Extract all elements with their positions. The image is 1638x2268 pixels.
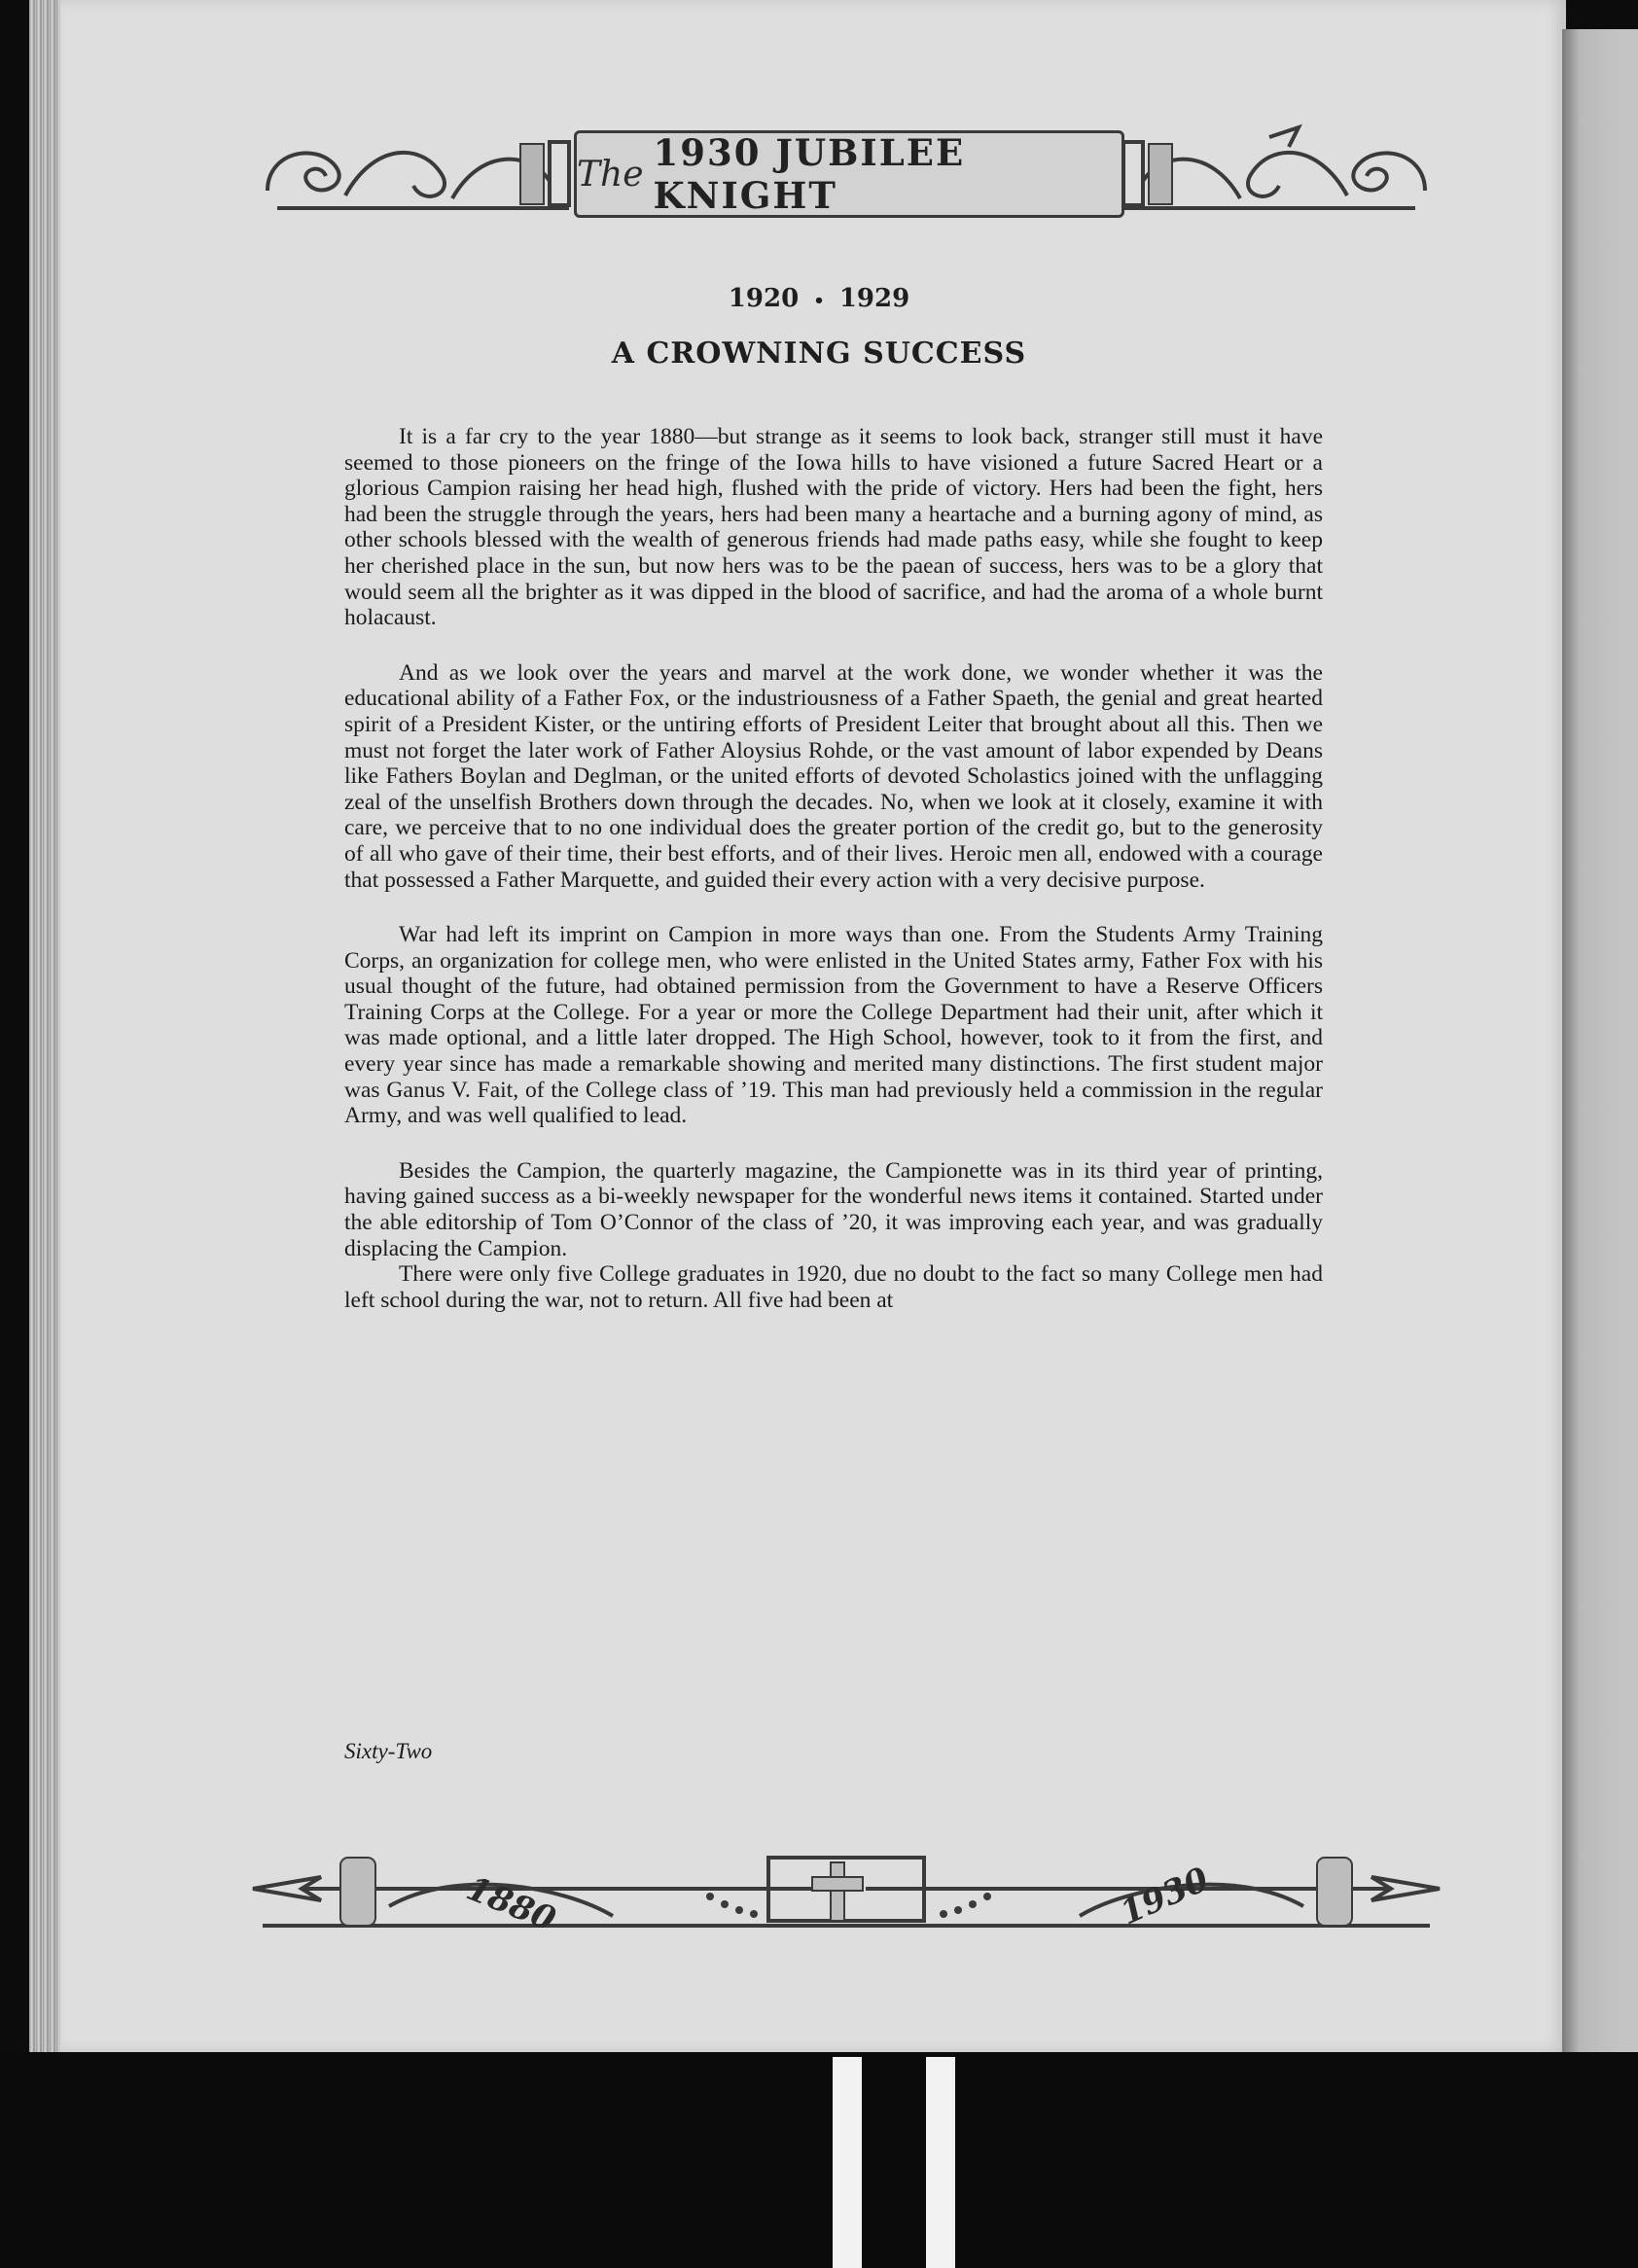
footer-year-right: 1930 bbox=[1114, 1860, 1215, 1933]
year-start: 1920 bbox=[728, 284, 800, 313]
year-end: 1929 bbox=[838, 284, 910, 313]
scan-background bbox=[0, 2052, 1638, 2268]
facing-page-edge bbox=[1562, 29, 1638, 2052]
header-title-plate bbox=[574, 130, 1124, 218]
article-body bbox=[344, 424, 1323, 1313]
page-number: Sixty-Two bbox=[344, 1739, 433, 1763]
scan-artifact-stripe bbox=[833, 2057, 862, 2268]
header-the: The bbox=[577, 154, 644, 195]
section-years bbox=[0, 284, 1638, 313]
paragraph: And as we look over the years and marvel at the work done, we wonder whether it was the educational ability of a Father Fox, or the industriousness of a Father Spaeth, the genial and great hearted spirit of a President Kister, or the untiring efforts of President Leiter that brought about all this. Then we must not forget the later work of Father Aloysius Rohde, or the vast amount of labor expended by Deans like Fathers Boylan and Deglman, or the united efforts of devoted Scholastics joined with the unflagging zeal of the unselfish Brothers down through the decades. No, when we look at it closely, examine it with care, we perceive that to no one individual does the greater portion of the credit go, but to the generosity of all who gave of their time, their best efforts, and of their lives. Heroic men all, endowed with a courage that possessed a Father Marquette, and guided their every action with a very decisive purpose. bbox=[344, 659, 1323, 893]
header-banner bbox=[258, 123, 1444, 220]
scan-artifact-stripe bbox=[926, 2057, 955, 2268]
paragraph: It is a far cry to the year 1880—but strange as it seems to look back, stranger still must it have seemed to those pioneers on the fringe of the Iowa hills to have visioned a future Sacred Heart or a glorious Campion raising her head high, flushed with the pride of victory. Hers had been the fight, hers had been the struggle through the years, hers had been many a heartache and a burning agony of mind, as other schools blessed with the wealth of generous friends had made paths easy, while she fought to keep her cherished place in the sun, but now hers was to be the paean of success, hers was to be a glory that would seem all the brighter as it was dipped in the blood of sacrifice, and had the aroma of a whole burnt holacaust. bbox=[344, 424, 1323, 631]
crossed-spears-cross-icon bbox=[243, 1828, 1449, 1945]
paragraph: Besides the Campion, the quarterly magazine, the Campionette was in its third year of printing, having gained success as a bi-weekly newspaper for the wonderful news items it contained. Started under the able editorship of Tom O’Connor of the class of ’20, it was improving each year, and was gradually displacing the Campion. bbox=[344, 1157, 1323, 1261]
footer-banner bbox=[243, 1828, 1449, 1945]
header-title: 1930 JUBILEE KNIGHT bbox=[653, 131, 966, 217]
article-title: A CROWNING SUCCESS bbox=[611, 337, 1027, 371]
paragraph: There were only five College graduates in 1920, due no doubt to the fact so many College men had left school during the war, not to return. All five had been at bbox=[344, 1261, 1323, 1313]
year-separator: • bbox=[813, 291, 825, 311]
paragraph: War had left its imprint on Campion in more ways than one. From the Students Army Training Corps, an organization for college men, who were enlisted in the United States army, Father Fox with his usual thought of the future, had obtained permission from the Government to have a Reserve Officers Training Corps at the College. For a year or more the College Department had their unit, after which it was made optional, and a little later dropped. The High School, however, took to it from the first, and every year since has made a remarkable showing and merited many distinctions. The first student major was Ganus V. Fait, of the College class of ’19. This man had previously held a commission in the regular Army, and was well qualified to lead. bbox=[344, 922, 1323, 1129]
footer-year-left: 1880 bbox=[460, 1868, 561, 1940]
